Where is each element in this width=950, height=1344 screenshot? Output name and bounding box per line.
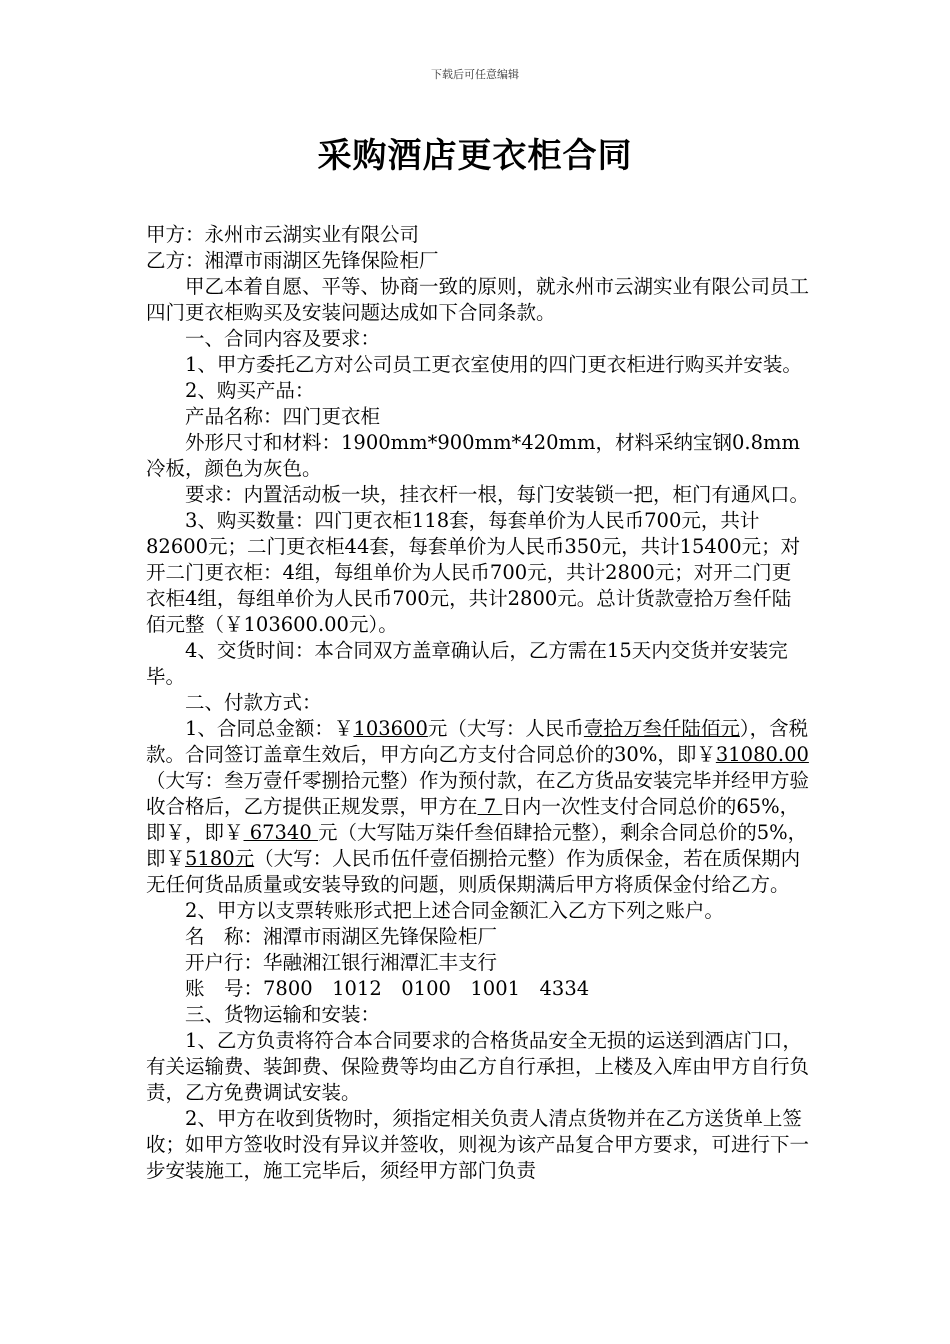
product-requirements: 要求：内置活动板一块，挂衣杆一根，每门安装锁一把，柜门有通风口。 — [185, 483, 810, 506]
payment-paragraph — [146, 716, 810, 898]
section-1-item-3: 3、购买数量：四门更衣柜118套，每套单价为人民币700元，共计82600元；二门更衣柜44套，每套单价为人民币350元，共计15400元；对开二门更衣柜：4组，每组单价为人民币700元，共计2800元；对开二门更衣柜4组，每组单价为人民币700元，共计2800元。总计货款壹拾万叁仟陆佰元整（￥103600.00元）。 — [146, 509, 801, 636]
section-2-heading: 二、付款方式： — [185, 691, 322, 714]
total-amount: 103600 — [353, 717, 428, 740]
section-3-item-1: 1、乙方负责将符合本合同要求的合格货品安全无损的运送到酒店门口，有关运输费、装卸费、保险费等均由乙方自行承担，上楼及入库由甲方自行负责，乙方免费调试安装。 — [146, 1029, 810, 1104]
account-name: 湘潭市雨湖区先锋保险柜厂 — [263, 925, 498, 948]
account-bank-row — [146, 950, 810, 976]
section-1-item-1: 1、甲方委托乙方对公司员工更衣室使用的四门更衣柜进行购买并安装。 — [185, 353, 802, 376]
account-bank-label: 开户行： — [185, 951, 264, 974]
payment-text: 1、合同总金额：￥ — [185, 717, 354, 740]
account-number-label: 账 号： — [185, 977, 264, 1000]
payment-text: （大写：叁万壹仟零捌拾元整）作为预付款，在乙方货品安装完毕并经甲方验收合格后，乙方提供正规发票，甲方在 — [146, 769, 810, 818]
party-b: 乙方：湘潭市雨湖区先锋保险柜厂 — [146, 249, 439, 272]
account-name-label: 名 称： — [185, 925, 264, 948]
payment-text: （大写：人民币伍仟壹佰捌拾元整）作为质保金，若在质保期内无任何货品质量或安装导致的问题，则质保期满后甲方将质保金付给乙方。 — [146, 847, 801, 896]
section-1-item-2: 2、购买产品： — [185, 379, 315, 402]
payment-text: 日内一次性支付合同总价的65%，即￥，即￥ — [146, 795, 800, 844]
product-size: 外形尺寸和材料：1900mm*900mm*420mm，材料采纳宝钢0.8mm冷板，颜色为灰色。 — [146, 431, 801, 480]
party-a: 甲方：永州市云湖实业有限公司 — [146, 223, 420, 246]
section-1-item-4: 4、交货时间：本合同双方盖章确认后，乙方需在15天内交货并安装完毕。 — [146, 639, 788, 688]
header-note: 下载后可任意编辑 — [431, 68, 519, 81]
product-name: 产品名称：四门更衣柜 — [185, 405, 381, 428]
account-number-row — [146, 976, 810, 1002]
intro-paragraph: 甲乙本着自愿、平等、协商一致的原则，就永州市云湖实业有限公司员工四门更衣柜购买及安装问题达成如下合同条款。 — [146, 275, 810, 324]
payment-text: ），含税款。合同签订盖章生效后，甲方向乙方支付合同总价的30%，即￥ — [146, 717, 809, 766]
prepayment-amount: 31080.00 — [715, 743, 809, 766]
deposit-unit: 元 — [234, 847, 255, 870]
account-name-row — [146, 924, 810, 950]
section-3-item-2: 2、甲方在收到货物时，须指定相关负责人清点货物并在乙方送货单上签收；如甲方签收时没有异议并签收，则视为该产品复合甲方要求，可进行下一步安装施工，施工完毕后，须经甲方部门负责 — [146, 1107, 810, 1182]
account-bank: 华融湘江银行湘潭汇丰支行 — [263, 951, 498, 974]
deposit-value: 5180 — [185, 847, 235, 870]
payment-text: 元（大写陆万柒仟叁佰肆拾元整），剩余合同总价的5%，即￥ — [146, 821, 808, 870]
section-1-heading: 一、合同内容及要求： — [185, 327, 381, 350]
deposit-amount — [185, 847, 254, 870]
payment-text: 元（大写：人民币 — [427, 717, 584, 740]
section-3-heading: 三、货物运输和安装： — [185, 1003, 381, 1026]
total-amount-words: 壹拾万叁仟陆佰元 — [583, 717, 740, 740]
main-payment-amount: 67340 — [243, 821, 318, 844]
contract-body — [146, 222, 810, 1184]
section-2-item-2: 2、甲方以支票转账形式把上述合同金额汇入乙方下列之账户。 — [185, 899, 724, 922]
contract-title: 采购酒店更衣柜合同 — [317, 136, 633, 176]
payment-days: 7 — [477, 795, 503, 818]
account-number: 7800 1012 0100 1001 4334 — [263, 977, 590, 1000]
